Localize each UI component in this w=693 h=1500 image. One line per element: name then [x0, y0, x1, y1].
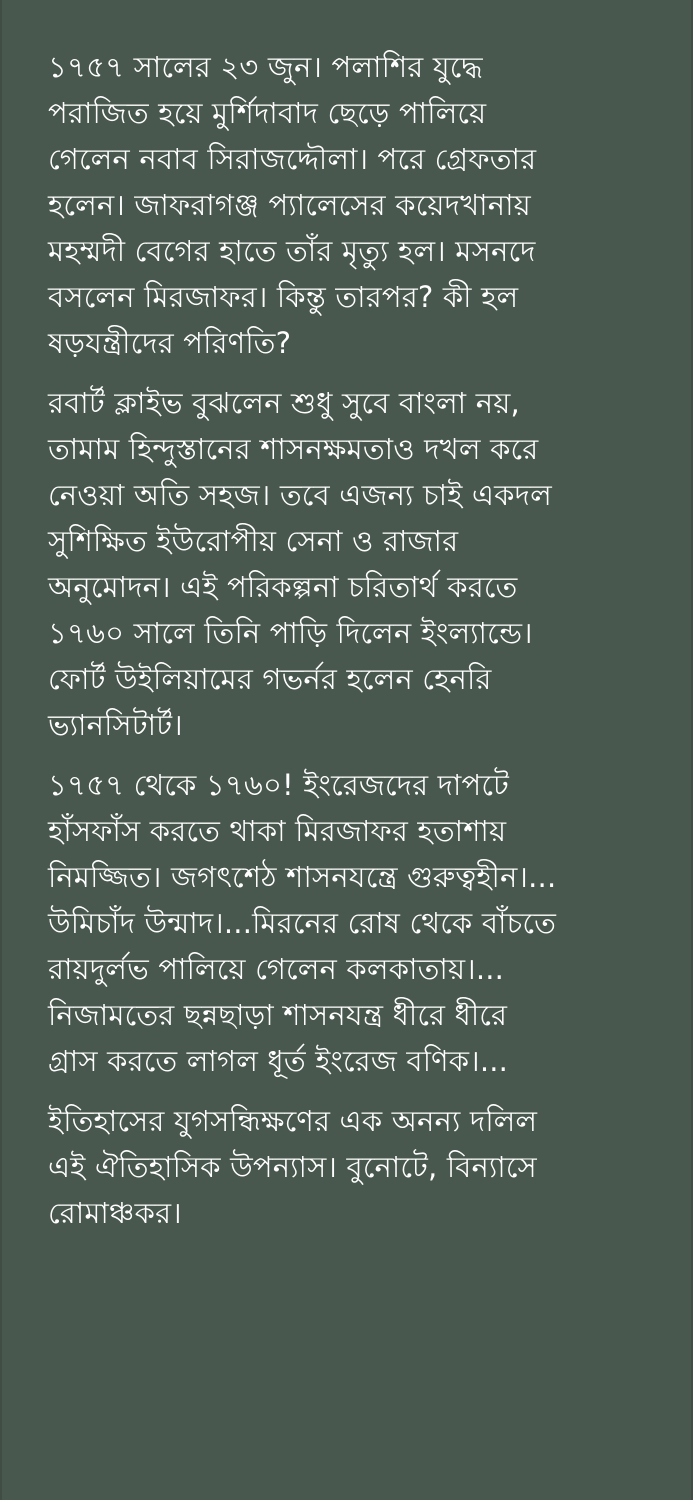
text-line: উমিচাঁদ উন্মাদ।...মিরনের রোষ থেকে বাঁচতে — [48, 906, 557, 940]
text-line: সুশিক্ষিত ইউরোপীয় সেনা ও রাজার — [48, 524, 459, 558]
text-line: নিজামতের ছন্নছাড়া শাসনযন্ত্র ধীরে ধীরে — [48, 998, 508, 1032]
text-line: পরাজিত হয়ে মুর্শিদাবাদ ছেড়ে পালিয়ে — [48, 96, 487, 130]
paragraph-1 — [48, 44, 654, 366]
text-line: বসলেন মিরজাফর। কিন্তু তারপর? কী হল — [48, 280, 519, 314]
text-line: ১৭৬০ সালে তিনি পাড়ি দিলেন ইংল্যান্ডে। — [48, 616, 533, 650]
text-line: গ্রাস করতে লাগল ধূর্ত ইংরেজ বণিক।... — [48, 1044, 509, 1078]
text-line: ইতিহাসের যুগসন্ধিক্ষণের এক অনন্য দলিল — [48, 1104, 538, 1138]
text-line: ১৭৫৭ থেকে ১৭৬০! ইংরেজদের দাপটে — [48, 768, 510, 802]
text-line: তামাম হিন্দুস্তানের শাসনক্ষমতাও দখল করে — [48, 432, 539, 466]
text-line: ষড়যন্ত্রীদের পরিণতি? — [48, 326, 292, 360]
text-line: ভ্যানসিটার্ট। — [48, 708, 183, 742]
text-line: ফোর্ট উইলিয়ামের গভর্নর হলেন হেনরি — [48, 662, 492, 696]
text-line: নিমজ্জিত। জগৎশেঠ শাসনযন্ত্রে গুরুত্বহীন।... — [48, 860, 557, 894]
text-line: গেলেন নবাব সিরাজদ্দৌলা। পরে গ্রেফতার — [48, 142, 537, 176]
text-line: রবার্ট ক্লাইভ বুঝলেন শুধু সুবে বাংলা নয়, — [48, 386, 520, 420]
paragraph-2 — [48, 380, 654, 748]
text-line: মহম্মদী বেগের হাতে তাঁর মৃত্যু হল। মসনদে — [48, 234, 536, 268]
text-line: হাঁসফাঁস করতে থাকা মিরজাফর হতাশায় — [48, 814, 507, 848]
text-line: নেওয়া অতি সহজ। তবে এজন্য চাই একদল — [48, 478, 552, 512]
paragraph-3 — [48, 762, 654, 1084]
paragraph-4 — [48, 1098, 654, 1236]
text-line: ১৭৫৭ সালের ২৩ জুন। পলাশির যুদ্ধে — [48, 50, 483, 84]
text-line: হলেন। জাফরাগঞ্জ প্যালেসের কয়েদখানায় — [48, 188, 531, 222]
text-line: রায়দুর্লভ পালিয়ে গেলেন কলকাতায়।... — [48, 952, 505, 986]
text-line: অনুমোদন। এই পরিকল্পনা চরিতার্থ করতে — [48, 570, 518, 604]
text-line: এই ঐতিহাসিক উপন্যাস। বুনোটে, বিন্যাসে — [48, 1150, 537, 1184]
text-line: রোমাঞ্চকর। — [48, 1196, 182, 1230]
blurb-text — [48, 44, 654, 1250]
